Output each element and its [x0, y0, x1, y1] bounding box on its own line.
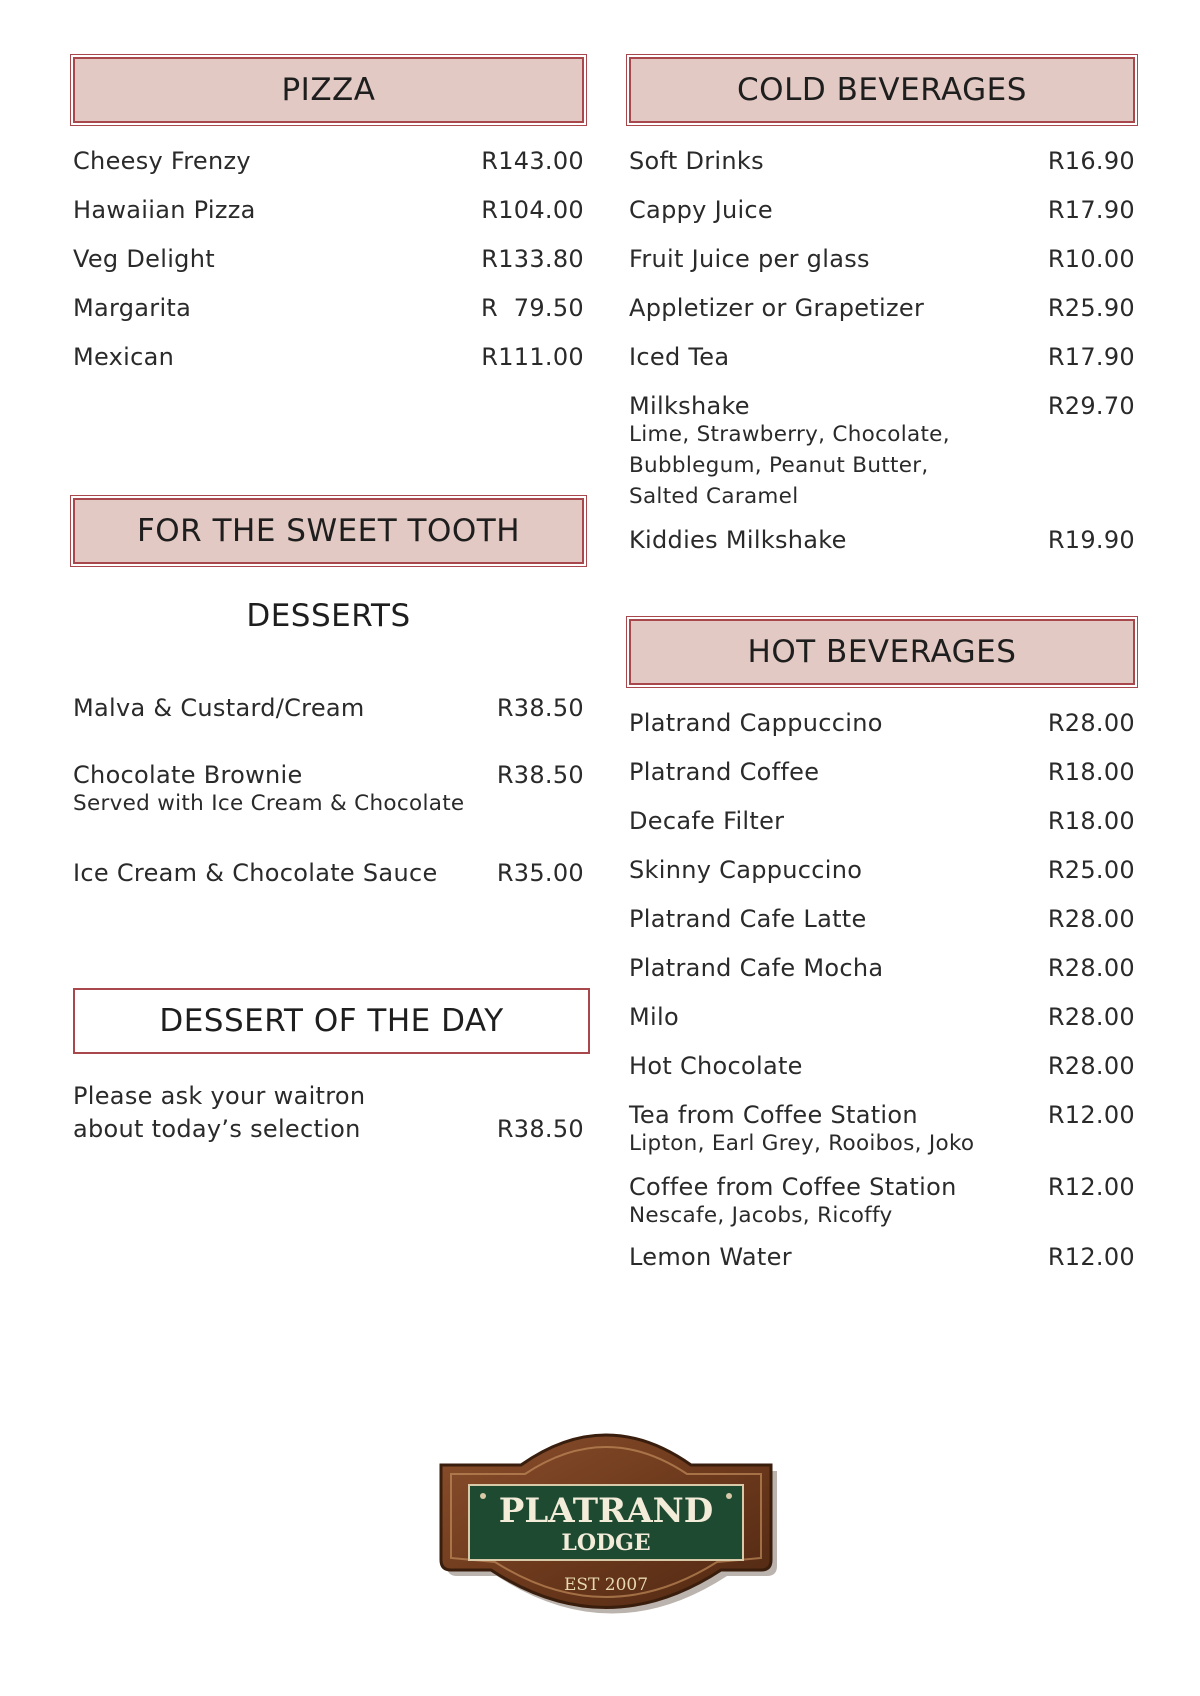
pizza-header: PIZZA [73, 57, 584, 123]
cold-list [629, 137, 1135, 565]
item-name: Margarita [73, 294, 192, 322]
logo-est-text: EST 2007 [563, 1575, 649, 1595]
dessert-of-day-header: DESSERT OF THE DAY [73, 988, 590, 1054]
menu-item [73, 684, 584, 733]
sweet-tooth-header: FOR THE SWEET TOOTH [73, 498, 584, 564]
menu-item [629, 235, 1135, 284]
item-price: R19.90 [1047, 526, 1135, 554]
item-name: Hawaiian Pizza [73, 196, 256, 224]
item-price: R28.00 [1047, 1003, 1135, 1031]
item-name: Kiddies Milkshake [629, 526, 847, 554]
item-price: R35.00 [496, 859, 584, 887]
item-price: R10.00 [1047, 245, 1135, 273]
item-price: R104.00 [481, 196, 584, 224]
menu-item [629, 895, 1135, 944]
item-name: Cappy Juice [629, 196, 773, 224]
item-name: Lemon Water [629, 1243, 792, 1271]
item-price: R28.00 [1047, 954, 1135, 982]
item-price: R28.00 [1047, 905, 1135, 933]
right-column [629, 57, 1135, 1282]
item-name: Platrand Coffee [629, 758, 820, 786]
item-price: R 79.50 [480, 294, 584, 322]
item-name: Tea from Coffee Station [629, 1101, 918, 1129]
menu-item [629, 993, 1135, 1042]
item-name: Chocolate Brownie [73, 761, 303, 789]
menu-item [629, 333, 1135, 382]
menu-item [629, 137, 1135, 186]
menu-item [73, 849, 584, 898]
item-price: R38.50 [496, 694, 584, 722]
item-name: Platrand Cappuccino [629, 709, 883, 737]
item-price: R111.00 [481, 343, 584, 371]
menu-item [629, 797, 1135, 846]
desserts-subheading: DESSERTS [246, 598, 411, 634]
item-price: R25.90 [1047, 294, 1135, 322]
menu-item [73, 333, 584, 382]
cold-beverages-header: COLD BEVERAGES [629, 57, 1135, 123]
left-column [73, 57, 584, 1146]
item-price: R29.70 [1047, 392, 1135, 420]
item-price: R28.00 [1047, 709, 1135, 737]
item-price: R133.80 [481, 245, 584, 273]
item-price: R17.90 [1047, 196, 1135, 224]
menu-item [73, 186, 584, 235]
dessert-of-day-line2: about today’s selection [73, 1115, 361, 1143]
item-note: Salted Caramel [629, 484, 799, 509]
item-note: Lime, Strawberry, Chocolate, [629, 422, 950, 447]
menu-item [629, 846, 1135, 895]
menu-item [629, 1042, 1135, 1091]
menu-item [629, 699, 1135, 748]
item-note: Lipton, Earl Grey, Rooibos, Joko [629, 1131, 975, 1156]
item-price: R38.50 [496, 1115, 584, 1143]
menu-item [73, 137, 584, 186]
menu-item [629, 944, 1135, 993]
item-note: Served with Ice Cream & Chocolate [73, 791, 465, 816]
item-name: Veg Delight [73, 245, 215, 273]
item-price: R38.50 [496, 761, 584, 789]
menu-item [629, 1233, 1135, 1282]
pizza-list [73, 137, 584, 382]
item-name: Iced Tea [629, 343, 730, 371]
menu-item [629, 186, 1135, 235]
item-note: Bubblegum, Peanut Butter, [629, 453, 929, 478]
item-price: R12.00 [1047, 1101, 1135, 1129]
hot-beverages-header: HOT BEVERAGES [629, 619, 1135, 685]
item-name: Malva & Custard/Cream [73, 694, 365, 722]
dessert-of-day-row [73, 1113, 584, 1146]
item-price: R12.00 [1047, 1243, 1135, 1271]
menu-item [73, 284, 584, 333]
menu-item [629, 284, 1135, 333]
item-price: R17.90 [1047, 343, 1135, 371]
item-name: Appletizer or Grapetizer [629, 294, 925, 322]
menu-item [629, 748, 1135, 797]
logo-sign-icon [421, 1410, 791, 1645]
logo-name-text: PLATRAND [498, 1491, 714, 1531]
menu-item [73, 235, 584, 284]
item-name: Platrand Cafe Mocha [629, 954, 884, 982]
item-name: Ice Cream & Chocolate Sauce [73, 859, 438, 887]
item-price: R12.00 [1047, 1173, 1135, 1201]
item-price: R28.00 [1047, 1052, 1135, 1080]
item-name: Platrand Cafe Latte [629, 905, 867, 933]
item-name: Soft Drinks [629, 147, 764, 175]
item-name: Fruit Juice per glass [629, 245, 870, 273]
hot-list [629, 699, 1135, 1282]
item-name: Milo [629, 1003, 679, 1031]
item-name: Decafe Filter [629, 807, 785, 835]
item-price: R18.00 [1047, 758, 1135, 786]
item-price: R18.00 [1047, 807, 1135, 835]
item-name: Mexican [73, 343, 175, 371]
item-name: Cheesy Frenzy [73, 147, 251, 175]
dessert-of-day-text [73, 1080, 584, 1146]
item-price: R16.90 [1047, 147, 1135, 175]
item-name: Milkshake [629, 392, 750, 420]
item-name: Skinny Cappuccino [629, 856, 863, 884]
item-price: R25.00 [1047, 856, 1135, 884]
item-price: R143.00 [481, 147, 584, 175]
desserts-list [73, 684, 584, 898]
item-name: Hot Chocolate [629, 1052, 803, 1080]
item-name: Coffee from Coffee Station [629, 1173, 957, 1201]
platrand-lodge-logo [421, 1410, 791, 1645]
dessert-of-day-line1: Please ask your waitron [73, 1082, 366, 1110]
menu-item [629, 516, 1135, 565]
item-note: Nescafe, Jacobs, Ricoffy [629, 1203, 893, 1228]
logo-sub-text: LODGE [561, 1530, 651, 1556]
